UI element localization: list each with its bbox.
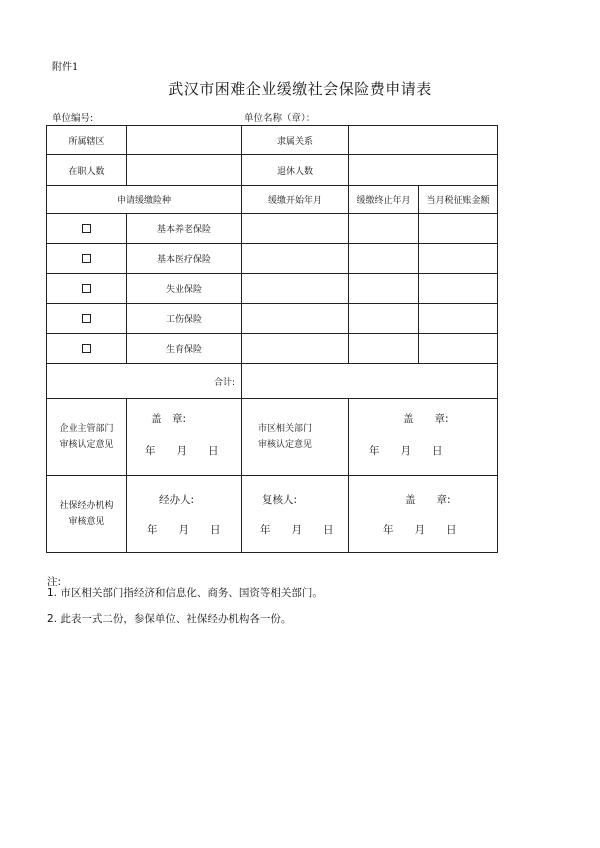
end-cell[interactable] xyxy=(349,214,419,244)
table-row xyxy=(47,155,498,186)
insurance-name: 工伤保险 xyxy=(127,304,242,334)
affiliation-value[interactable] xyxy=(349,126,498,155)
unit-number-label: 单位编号: xyxy=(52,113,94,124)
insurance-name: 基本医疗保险 xyxy=(127,244,242,274)
table-row xyxy=(47,214,498,244)
total-value[interactable] xyxy=(242,364,498,399)
insurance-checkbox[interactable] xyxy=(47,214,127,244)
amount-cell[interactable] xyxy=(419,274,498,304)
col-header-end: 缓缴终止年月 xyxy=(349,186,419,214)
amount-cell[interactable] xyxy=(419,214,498,244)
social-seal-label: 盖 章: xyxy=(405,494,451,506)
table-row xyxy=(47,244,498,274)
table-row xyxy=(47,334,498,364)
dept-date-label: 年 月 日 xyxy=(145,445,219,457)
insurance-checkbox[interactable] xyxy=(47,304,127,334)
col-header-start: 缓缴开始年月 xyxy=(242,186,349,214)
amount-cell[interactable] xyxy=(419,244,498,274)
handler-label: 经办人: xyxy=(159,494,195,506)
total-label: 合计: xyxy=(47,364,242,399)
note-item-1: 1. 市区相关部门指经济和信息化、商务、国资等相关部门。 xyxy=(47,587,323,599)
retirees-label: 退休人数 xyxy=(242,155,349,186)
application-form-table xyxy=(46,125,498,553)
city-approval-label-line1: 市区相关部门 xyxy=(258,424,313,434)
table-row-approval-1 xyxy=(47,399,498,476)
checkbox-icon[interactable] xyxy=(82,224,91,233)
start-cell[interactable] xyxy=(242,334,349,364)
dept-approval-label xyxy=(47,399,127,476)
district-value[interactable] xyxy=(127,126,242,155)
checkbox-icon[interactable] xyxy=(82,254,91,263)
insurance-name: 生育保险 xyxy=(127,334,242,364)
table-row xyxy=(47,304,498,334)
city-approval-cell[interactable] xyxy=(349,399,498,476)
insurance-name: 失业保险 xyxy=(127,274,242,304)
employees-value[interactable] xyxy=(127,155,242,186)
table-row xyxy=(47,274,498,304)
social-date-label: 年 月 日 xyxy=(383,524,457,536)
dept-approval-label-line1: 企业主管部门 xyxy=(59,424,114,434)
checkbox-icon[interactable] xyxy=(82,344,91,353)
table-row-approval-2 xyxy=(47,476,498,553)
social-seal-cell[interactable] xyxy=(349,476,498,553)
col-header-apply-type: 申请缓缴险种 xyxy=(47,186,242,214)
insurance-checkbox[interactable] xyxy=(47,274,127,304)
start-cell[interactable] xyxy=(242,274,349,304)
amount-cell[interactable] xyxy=(419,304,498,334)
unit-name-label: 单位名称（章）： xyxy=(244,113,316,124)
reviewer-cell[interactable] xyxy=(242,476,349,553)
start-cell[interactable] xyxy=(242,214,349,244)
social-approval-label xyxy=(47,476,127,553)
note-item-2: 2. 此表一式二份，参保单位、社保经办机构各一份。 xyxy=(47,613,292,625)
document-title: 武汉市困难企业缓缴社会保险费申请表 xyxy=(168,80,432,98)
social-approval-label-line1: 社保经办机构 xyxy=(59,501,114,511)
end-cell[interactable] xyxy=(349,304,419,334)
insurance-checkbox[interactable] xyxy=(47,244,127,274)
insurance-name: 基本养老保险 xyxy=(127,214,242,244)
table-header-row xyxy=(47,186,498,214)
reviewer-date-label: 年 月 日 xyxy=(260,524,334,536)
start-cell[interactable] xyxy=(242,244,349,274)
dept-approval-cell[interactable] xyxy=(127,399,242,476)
table-row-total xyxy=(47,364,498,399)
district-label: 所属辖区 xyxy=(47,126,127,155)
handler-cell[interactable] xyxy=(127,476,242,553)
city-seal-label: 盖 章: xyxy=(403,413,449,425)
handler-date-label: 年 月 日 xyxy=(147,524,221,536)
dept-approval-label-line2: 审核认定意见 xyxy=(59,440,114,450)
city-approval-label xyxy=(242,399,349,476)
end-cell[interactable] xyxy=(349,334,419,364)
col-header-amount: 当月税征账金额 xyxy=(419,186,498,214)
notes-heading: 注: xyxy=(47,576,62,588)
city-approval-label-line2: 审核认定意见 xyxy=(258,440,313,450)
city-date-label: 年 月 日 xyxy=(369,445,443,457)
retirees-value[interactable] xyxy=(349,155,498,186)
reviewer-label: 复核人: xyxy=(262,494,298,506)
checkbox-icon[interactable] xyxy=(82,314,91,323)
start-cell[interactable] xyxy=(242,304,349,334)
affiliation-label: 隶属关系 xyxy=(242,126,349,155)
social-approval-label-line2: 审核意见 xyxy=(68,517,105,527)
table-row xyxy=(47,126,498,155)
checkbox-icon[interactable] xyxy=(82,284,91,293)
end-cell[interactable] xyxy=(349,244,419,274)
amount-cell[interactable] xyxy=(419,334,498,364)
insurance-checkbox[interactable] xyxy=(47,334,127,364)
dept-seal-label: 盖 章: xyxy=(151,413,187,425)
attachment-label: 附件1 xyxy=(52,62,79,73)
employees-label: 在职人数 xyxy=(47,155,127,186)
end-cell[interactable] xyxy=(349,274,419,304)
